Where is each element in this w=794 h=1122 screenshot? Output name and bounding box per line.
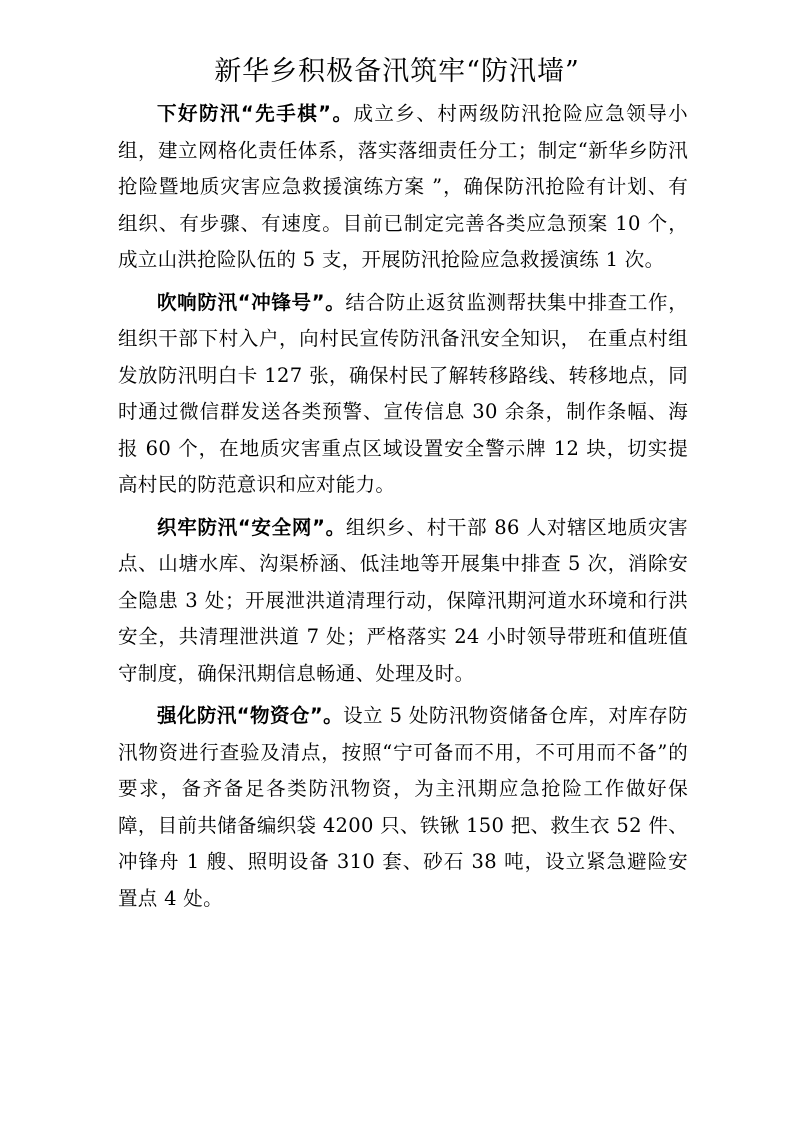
document-body xyxy=(118,96,688,923)
paragraph-lead: 下好防汛“先手棋”。 xyxy=(157,102,354,125)
paragraph-advance-preparation xyxy=(118,96,688,279)
paragraph-text: 设立 5 处防汛物资储备仓库，对库存防汛物资进行查验及清点，按照“宁可备而不用，不可用而不备”的要求，备齐备足各类防汛物资，为主汛期应急抢险工作做好保障，目前共储备编织袋 4200 只、铁锹 150 把、救生衣 52 件、冲锋舟 1 艘、照明设备 310 套、砂石 38 吨，设立紧急避险安置点 4 处。 xyxy=(118,704,688,910)
paragraph-publicity xyxy=(118,285,688,504)
paragraph-text: 组织乡、村干部 86 人对辖区地质灾害点、山塘水库、沟渠桥涵、低洼地等开展集中排查 5 次，消除安全隐患 3 处；开展泄洪道清理行动，保障汛期河道水环境和行洪安全，共清理泄洪道 7 处；严格落实 24 小时领导带班和值班值守制度，确保汛期信息畅通、处理及时。 xyxy=(118,515,688,685)
paragraph-safety-net xyxy=(118,510,688,693)
document-title: 新华乡积极备汛筑牢“防汛墙” xyxy=(214,56,580,87)
paragraph-supplies xyxy=(118,698,688,917)
paragraph-text: 成立乡、村两级防汛抢险应急领导小组，建立网格化责任体系，落实落细责任分工；制定“新华乡防汛抢险暨地质灾害应急救援演练方案 ”，确保防汛抢险有计划、有组织、有步骤、有速度。目前已制定完善各类应急预案 10 个，成立山洪抢险队伍的 5 支，开展防汛抢险应急救援演练 1 次。 xyxy=(118,102,688,271)
paragraph-lead: 吹响防汛“冲锋号”。 xyxy=(157,290,346,314)
paragraph-text: 结合防止返贫监测帮扶集中排查工作，组织干部下村入户，向村民宣传防汛备汛安全知识， 在重点村组发放防汛明白卡 127 张，确保村民了解转移路线、转移地点，同时通过微信群发送各类预警、宣传信息 30 余条，制作条幅、海报 60 个，在地质灾害重点区域设置安全警示牌 12 块，切实提高村民的防范意识和应对能力。 xyxy=(118,290,688,496)
paragraph-lead: 强化防汛“物资仓”。 xyxy=(157,704,344,727)
paragraph-lead: 织牢防汛“安全网”。 xyxy=(157,515,346,539)
